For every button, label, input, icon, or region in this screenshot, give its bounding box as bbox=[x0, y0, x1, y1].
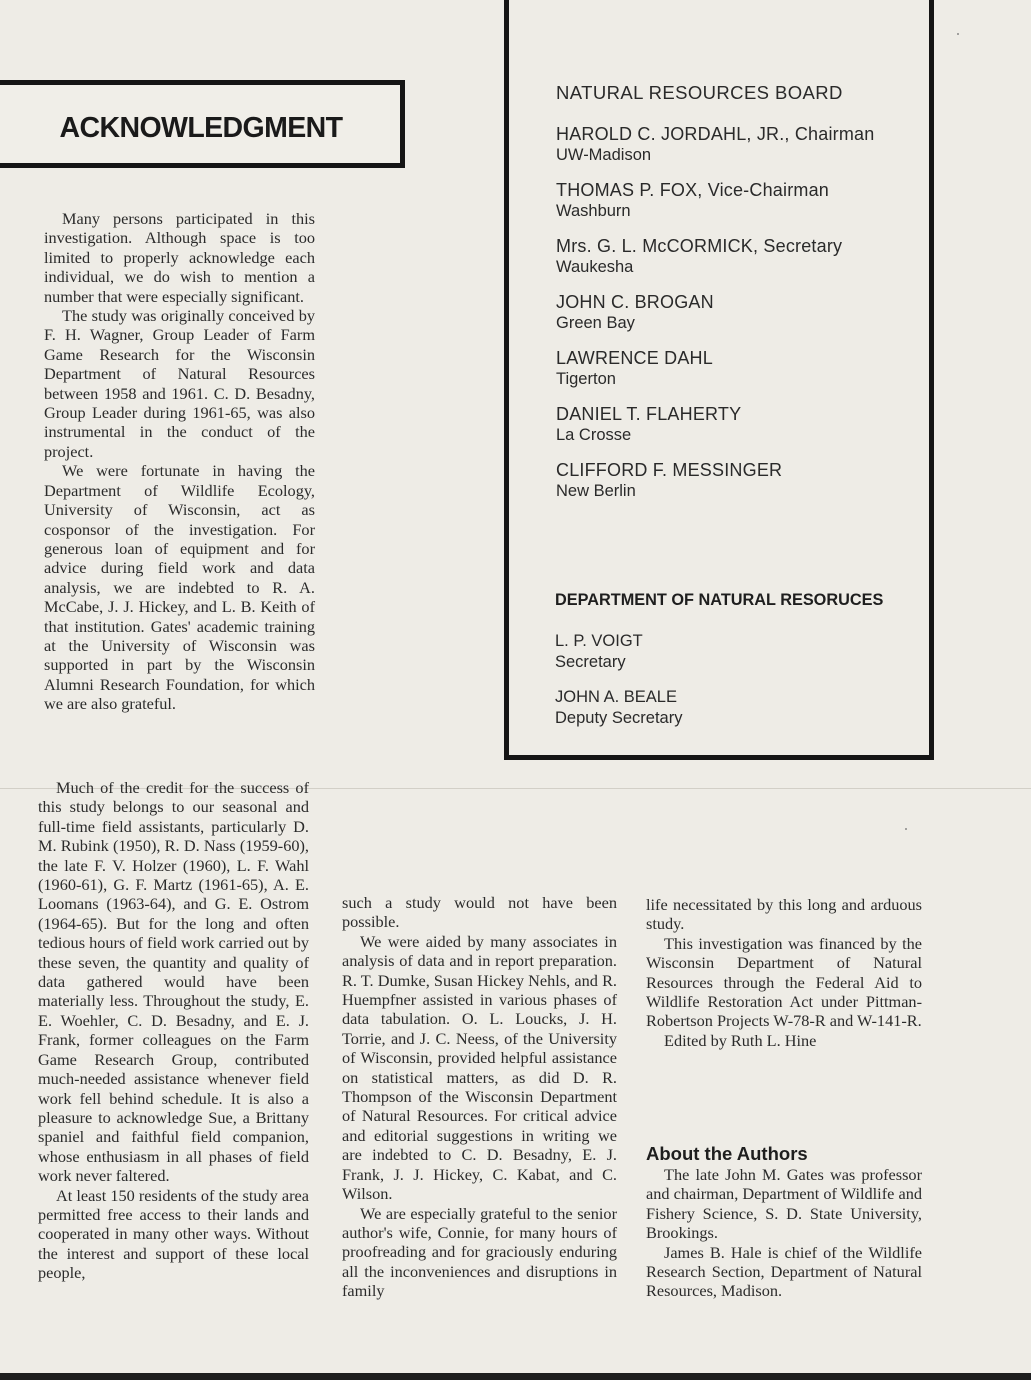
column-2 bbox=[342, 893, 617, 1301]
paragraph: James B. Hale is chief of the Wildlife Research Section, Department of Natural Resources, Madison. bbox=[646, 1242, 922, 1301]
member-name: CLIFFORD F. MESSINGER bbox=[556, 460, 783, 480]
natural-resources-board bbox=[556, 82, 928, 502]
officer-name: L. P. VOIGT bbox=[555, 632, 643, 650]
member-place: Washburn bbox=[556, 202, 631, 220]
page-bottom-edge bbox=[0, 1373, 1031, 1380]
paragraph: The late John M. Gates was professor and chairman, Department of Wildlife and Fishery Science, S. D. State University, Brookings. bbox=[646, 1165, 922, 1243]
officer-title: Secretary bbox=[555, 653, 626, 671]
column-3 bbox=[646, 895, 922, 1050]
member-place: Green Bay bbox=[556, 314, 635, 332]
board-member bbox=[556, 292, 928, 334]
officer-name: JOHN A. BEALE bbox=[555, 688, 677, 706]
board-member bbox=[556, 180, 928, 222]
paper-speck bbox=[905, 828, 907, 830]
paragraph: At least 150 residents of the study area permitted free access to their lands and cooperated in many other ways. Without the interest and support of these local people, bbox=[38, 1185, 309, 1283]
department-heading: DEPARTMENT OF NATURAL RESORUCES bbox=[555, 591, 884, 609]
board-member bbox=[556, 124, 928, 166]
officer-title: Deputy Secretary bbox=[555, 709, 683, 727]
board-member bbox=[556, 460, 928, 502]
column-1-top bbox=[44, 209, 315, 714]
paragraph: life necessitated by this long and arduous study. bbox=[646, 895, 922, 934]
paragraph: such a study would not have been possible. bbox=[342, 893, 617, 932]
member-name: DANIEL T. FLAHERTY bbox=[556, 404, 742, 424]
member-name: Mrs. G. L. McCORMICK, Secretary bbox=[556, 236, 843, 256]
acknowledgment-title: ACKNOWLEDGMENT bbox=[59, 111, 343, 144]
editor-credit: Edited by Ruth L. Hine bbox=[664, 1030, 817, 1050]
board-heading: NATURAL RESOURCES BOARD bbox=[556, 82, 843, 103]
member-place: New Berlin bbox=[556, 482, 636, 500]
member-place: Tigerton bbox=[556, 370, 616, 388]
member-name: HAROLD C. JORDAHL, JR., Chairman bbox=[556, 124, 875, 144]
member-name: LAWRENCE DAHL bbox=[556, 348, 713, 368]
board-member bbox=[556, 348, 928, 390]
paragraph: We are especially grateful to the senior author's wife, Connie, for many hours of proofreading and for graciously enduring all the inconveniences and disruptions in family bbox=[342, 1203, 617, 1301]
department-officer bbox=[555, 687, 915, 729]
member-name: JOHN C. BROGAN bbox=[556, 292, 714, 312]
member-place: La Crosse bbox=[556, 426, 632, 444]
paragraph: Much of the credit for the success of this study belongs to our seasonal and full-time field assistants, particularly D. M. Rubink (1950), R. D. Nass (1959-60), the late F. V. Holzer (1960), L. F. Wahl (1960-61), G. F. Martz (1961-65), A. E. Loomans (1963-64), and G. E. Ostrom (1964-65). But for the long and often tedious hours of field work carried out by these seven, the quantity and quality of data gathered would have been materially less. Throughout the study, E. E. Woehler, C. D. Besadny, and E. J. Frank, former colleagues on the Farm Game Research Group, contributed much-needed assistance whenever field work fell behind schedule. It is also a pleasure to acknowledge Sue, a Brittany spaniel and faithful field companion, whose enthusiasm in all phases of field work never faltered. bbox=[38, 778, 309, 1186]
board-member bbox=[556, 236, 928, 278]
acknowledgment-heading-box bbox=[0, 80, 405, 168]
board-member bbox=[556, 404, 928, 446]
member-name: THOMAS P. FOX, Vice-Chairman bbox=[556, 180, 830, 200]
paragraph: The study was originally conceived by F. H. Wagner, Group Leader of Farm Game Research for the Wisconsin Department of Natural Resources between 1958 and 1961. C. D. Besadny, Group Leader during 1961-65, was also instrumental in the conduct of the project. bbox=[44, 306, 315, 461]
column-1-bottom bbox=[38, 778, 309, 1283]
department-officers bbox=[555, 631, 915, 743]
paragraph: This investigation was financed by the Wisconsin Department of Natural Resources through the Federal Aid to Wildlife Restoration Act under Pittman-Robertson Projects W-78-R and W-141-R. bbox=[646, 933, 922, 1031]
paragraph: We were aided by many associates in analysis of data and in report preparation. R. T. Dumke, Susan Hickey Nehls, and R. Huempfner assisted in various phases of data tabulation. O. L. Loucks, J. H. Torrie, and J. C. Neess, of the University of Wisconsin, provided helpful assistance on statistical matters, as did D. R. Thompson of the Wisconsin Department of Natural Resources. For critical advice and editorial suggestions in writing we are indebted to C. D. Besadny, E. J. Frank, J. J. Hickey, C. Kabat, and C. Wilson. bbox=[342, 931, 617, 1204]
paragraph: Many persons participated in this investigation. Although space is too limited to properly acknowledge each individual, we do wish to mention a number that were especially significant. bbox=[44, 209, 315, 306]
member-place: UW-Madison bbox=[556, 146, 652, 164]
paragraph: We were fortunate in having the Department of Wildlife Ecology, University of Wisconsin, act as cosponsor of the investigation. For generous loan of equipment and for advice during field work and data analysis, we are indebted to R. A. McCabe, J. J. Hickey, and L. B. Keith of that institution. Gates' academic training at the University of Wisconsin was supported in part by the Wisconsin Alumni Research Foundation, for which we are also grateful. bbox=[44, 461, 315, 714]
member-place: Waukesha bbox=[556, 258, 634, 276]
about-authors-heading: About the Authors bbox=[646, 1143, 808, 1164]
paper-speck bbox=[957, 33, 959, 35]
department-officer bbox=[555, 631, 915, 673]
about-authors-text bbox=[646, 1165, 922, 1301]
